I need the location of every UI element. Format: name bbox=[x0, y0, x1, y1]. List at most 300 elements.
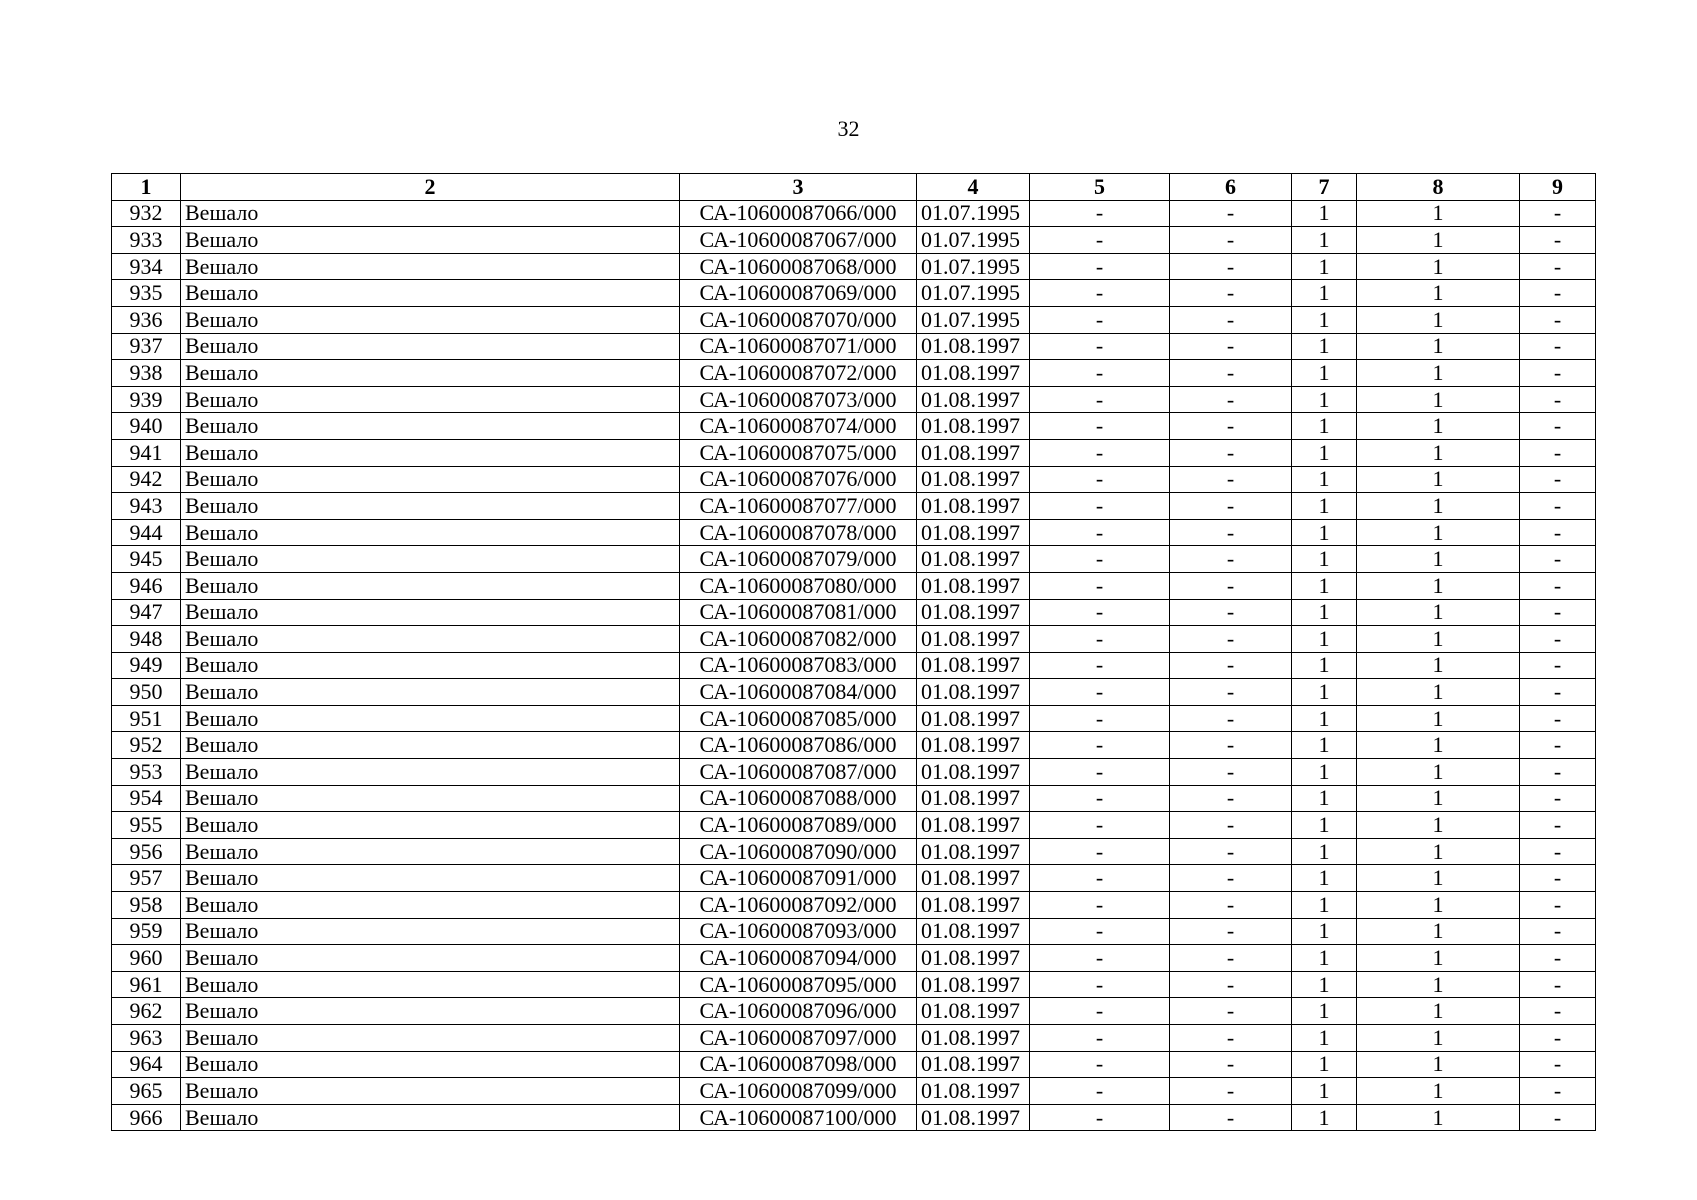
column-7-cell: 1 bbox=[1292, 865, 1357, 892]
row-number-cell: 961 bbox=[112, 971, 181, 998]
item-name-cell: Вешало bbox=[181, 306, 680, 333]
column-6-cell: - bbox=[1170, 1025, 1292, 1052]
column-5-cell: - bbox=[1030, 918, 1170, 945]
column-7-cell: 1 bbox=[1292, 280, 1357, 307]
column-9-cell: - bbox=[1520, 466, 1596, 493]
row-number-cell: 943 bbox=[112, 493, 181, 520]
row-number-cell: 932 bbox=[112, 200, 181, 227]
date-cell: 01.07.1995 bbox=[917, 227, 1030, 254]
table-row bbox=[112, 253, 1596, 280]
inventory-code-cell: СА-10600087080/000 bbox=[680, 572, 917, 599]
column-7-cell: 1 bbox=[1292, 546, 1357, 573]
table-row bbox=[112, 413, 1596, 440]
item-name-cell: Вешало bbox=[181, 705, 680, 732]
column-header-3: 3 bbox=[680, 174, 917, 201]
inventory-code-cell: СА-10600087093/000 bbox=[680, 918, 917, 945]
column-5-cell: - bbox=[1030, 546, 1170, 573]
column-5-cell: - bbox=[1030, 679, 1170, 706]
table-row bbox=[112, 200, 1596, 227]
item-name-cell: Вешало bbox=[181, 626, 680, 653]
column-6-cell: - bbox=[1170, 306, 1292, 333]
column-7-cell: 1 bbox=[1292, 918, 1357, 945]
column-8-cell: 1 bbox=[1357, 732, 1520, 759]
column-8-cell: 1 bbox=[1357, 439, 1520, 466]
row-number-cell: 941 bbox=[112, 439, 181, 466]
column-7-cell: 1 bbox=[1292, 1051, 1357, 1078]
column-5-cell: - bbox=[1030, 360, 1170, 387]
column-8-cell: 1 bbox=[1357, 253, 1520, 280]
column-9-cell: - bbox=[1520, 493, 1596, 520]
column-5-cell: - bbox=[1030, 386, 1170, 413]
column-5-cell: - bbox=[1030, 306, 1170, 333]
column-6-cell: - bbox=[1170, 386, 1292, 413]
column-8-cell: 1 bbox=[1357, 812, 1520, 839]
column-7-cell: 1 bbox=[1292, 759, 1357, 786]
column-6-cell: - bbox=[1170, 998, 1292, 1025]
item-name-cell: Вешало bbox=[181, 865, 680, 892]
table-row bbox=[112, 998, 1596, 1025]
column-7-cell: 1 bbox=[1292, 785, 1357, 812]
column-7-cell: 1 bbox=[1292, 892, 1357, 919]
column-5-cell: - bbox=[1030, 439, 1170, 466]
inventory-code-cell: СА-10600087066/000 bbox=[680, 200, 917, 227]
column-8-cell: 1 bbox=[1357, 333, 1520, 360]
header-row bbox=[112, 174, 1596, 201]
row-number-cell: 953 bbox=[112, 759, 181, 786]
column-5-cell: - bbox=[1030, 998, 1170, 1025]
table-header bbox=[112, 174, 1596, 201]
column-8-cell: 1 bbox=[1357, 493, 1520, 520]
column-5-cell: - bbox=[1030, 732, 1170, 759]
row-number-cell: 958 bbox=[112, 892, 181, 919]
column-5-cell: - bbox=[1030, 253, 1170, 280]
row-number-cell: 933 bbox=[112, 227, 181, 254]
column-8-cell: 1 bbox=[1357, 679, 1520, 706]
column-6-cell: - bbox=[1170, 626, 1292, 653]
item-name-cell: Вешало bbox=[181, 679, 680, 706]
column-8-cell: 1 bbox=[1357, 918, 1520, 945]
column-7-cell: 1 bbox=[1292, 386, 1357, 413]
inventory-code-cell: СА-10600087067/000 bbox=[680, 227, 917, 254]
column-9-cell: - bbox=[1520, 200, 1596, 227]
inventory-code-cell: СА-10600087100/000 bbox=[680, 1104, 917, 1131]
date-cell: 01.08.1997 bbox=[917, 1078, 1030, 1105]
date-cell: 01.08.1997 bbox=[917, 493, 1030, 520]
item-name-cell: Вешало bbox=[181, 439, 680, 466]
item-name-cell: Вешало bbox=[181, 546, 680, 573]
column-8-cell: 1 bbox=[1357, 1025, 1520, 1052]
item-name-cell: Вешало bbox=[181, 918, 680, 945]
item-name-cell: Вешало bbox=[181, 1025, 680, 1052]
column-9-cell: - bbox=[1520, 227, 1596, 254]
column-8-cell: 1 bbox=[1357, 546, 1520, 573]
row-number-cell: 954 bbox=[112, 785, 181, 812]
table-row bbox=[112, 1078, 1596, 1105]
column-5-cell: - bbox=[1030, 759, 1170, 786]
item-name-cell: Вешало bbox=[181, 971, 680, 998]
column-9-cell: - bbox=[1520, 1051, 1596, 1078]
column-8-cell: 1 bbox=[1357, 519, 1520, 546]
column-9-cell: - bbox=[1520, 599, 1596, 626]
table-row bbox=[112, 971, 1596, 998]
column-7-cell: 1 bbox=[1292, 599, 1357, 626]
column-7-cell: 1 bbox=[1292, 227, 1357, 254]
row-number-cell: 939 bbox=[112, 386, 181, 413]
column-6-cell: - bbox=[1170, 838, 1292, 865]
inventory-code-cell: СА-10600087094/000 bbox=[680, 945, 917, 972]
column-8-cell: 1 bbox=[1357, 705, 1520, 732]
column-7-cell: 1 bbox=[1292, 200, 1357, 227]
column-9-cell: - bbox=[1520, 652, 1596, 679]
column-9-cell: - bbox=[1520, 1025, 1596, 1052]
column-5-cell: - bbox=[1030, 865, 1170, 892]
inventory-code-cell: СА-10600087068/000 bbox=[680, 253, 917, 280]
column-9-cell: - bbox=[1520, 998, 1596, 1025]
date-cell: 01.08.1997 bbox=[917, 732, 1030, 759]
column-9-cell: - bbox=[1520, 386, 1596, 413]
column-6-cell: - bbox=[1170, 493, 1292, 520]
table-row bbox=[112, 759, 1596, 786]
row-number-cell: 936 bbox=[112, 306, 181, 333]
date-cell: 01.08.1997 bbox=[917, 360, 1030, 387]
column-8-cell: 1 bbox=[1357, 200, 1520, 227]
inventory-code-cell: СА-10600087097/000 bbox=[680, 1025, 917, 1052]
column-6-cell: - bbox=[1170, 971, 1292, 998]
date-cell: 01.08.1997 bbox=[917, 1025, 1030, 1052]
column-7-cell: 1 bbox=[1292, 626, 1357, 653]
inventory-code-cell: СА-10600087071/000 bbox=[680, 333, 917, 360]
table-row bbox=[112, 1051, 1596, 1078]
column-6-cell: - bbox=[1170, 785, 1292, 812]
item-name-cell: Вешало bbox=[181, 812, 680, 839]
date-cell: 01.07.1995 bbox=[917, 253, 1030, 280]
column-header-1: 1 bbox=[112, 174, 181, 201]
inventory-code-cell: СА-10600087084/000 bbox=[680, 679, 917, 706]
inventory-code-cell: СА-10600087078/000 bbox=[680, 519, 917, 546]
inventory-code-cell: СА-10600087096/000 bbox=[680, 998, 917, 1025]
item-name-cell: Вешало bbox=[181, 785, 680, 812]
inventory-code-cell: СА-10600087091/000 bbox=[680, 865, 917, 892]
column-8-cell: 1 bbox=[1357, 652, 1520, 679]
column-6-cell: - bbox=[1170, 759, 1292, 786]
date-cell: 01.07.1995 bbox=[917, 200, 1030, 227]
column-8-cell: 1 bbox=[1357, 280, 1520, 307]
column-7-cell: 1 bbox=[1292, 360, 1357, 387]
item-name-cell: Вешало bbox=[181, 360, 680, 387]
table-row bbox=[112, 679, 1596, 706]
item-name-cell: Вешало bbox=[181, 333, 680, 360]
column-6-cell: - bbox=[1170, 572, 1292, 599]
row-number-cell: 966 bbox=[112, 1104, 181, 1131]
column-8-cell: 1 bbox=[1357, 1104, 1520, 1131]
column-8-cell: 1 bbox=[1357, 785, 1520, 812]
item-name-cell: Вешало bbox=[181, 652, 680, 679]
inventory-code-cell: СА-10600087090/000 bbox=[680, 838, 917, 865]
item-name-cell: Вешало bbox=[181, 1078, 680, 1105]
column-5-cell: - bbox=[1030, 599, 1170, 626]
item-name-cell: Вешало bbox=[181, 519, 680, 546]
column-9-cell: - bbox=[1520, 1104, 1596, 1131]
table-row bbox=[112, 572, 1596, 599]
column-7-cell: 1 bbox=[1292, 971, 1357, 998]
column-7-cell: 1 bbox=[1292, 306, 1357, 333]
column-6-cell: - bbox=[1170, 679, 1292, 706]
column-7-cell: 1 bbox=[1292, 652, 1357, 679]
column-6-cell: - bbox=[1170, 200, 1292, 227]
column-6-cell: - bbox=[1170, 892, 1292, 919]
date-cell: 01.08.1997 bbox=[917, 865, 1030, 892]
inventory-code-cell: СА-10600087081/000 bbox=[680, 599, 917, 626]
date-cell: 01.08.1997 bbox=[917, 413, 1030, 440]
column-7-cell: 1 bbox=[1292, 493, 1357, 520]
column-7-cell: 1 bbox=[1292, 705, 1357, 732]
column-6-cell: - bbox=[1170, 413, 1292, 440]
column-5-cell: - bbox=[1030, 493, 1170, 520]
column-5-cell: - bbox=[1030, 626, 1170, 653]
date-cell: 01.08.1997 bbox=[917, 812, 1030, 839]
table-body bbox=[112, 200, 1596, 1131]
column-7-cell: 1 bbox=[1292, 253, 1357, 280]
row-number-cell: 951 bbox=[112, 705, 181, 732]
row-number-cell: 949 bbox=[112, 652, 181, 679]
column-9-cell: - bbox=[1520, 333, 1596, 360]
row-number-cell: 957 bbox=[112, 865, 181, 892]
inventory-code-cell: СА-10600087077/000 bbox=[680, 493, 917, 520]
column-6-cell: - bbox=[1170, 253, 1292, 280]
date-cell: 01.08.1997 bbox=[917, 1104, 1030, 1131]
column-6-cell: - bbox=[1170, 227, 1292, 254]
column-5-cell: - bbox=[1030, 1025, 1170, 1052]
column-9-cell: - bbox=[1520, 572, 1596, 599]
item-name-cell: Вешало bbox=[181, 280, 680, 307]
column-6-cell: - bbox=[1170, 812, 1292, 839]
inventory-code-cell: СА-10600087074/000 bbox=[680, 413, 917, 440]
inventory-code-cell: СА-10600087089/000 bbox=[680, 812, 917, 839]
date-cell: 01.08.1997 bbox=[917, 572, 1030, 599]
column-header-8: 8 bbox=[1357, 174, 1520, 201]
inventory-code-cell: СА-10600087092/000 bbox=[680, 892, 917, 919]
column-6-cell: - bbox=[1170, 360, 1292, 387]
date-cell: 01.08.1997 bbox=[917, 918, 1030, 945]
row-number-cell: 955 bbox=[112, 812, 181, 839]
column-8-cell: 1 bbox=[1357, 413, 1520, 440]
column-6-cell: - bbox=[1170, 732, 1292, 759]
date-cell: 01.08.1997 bbox=[917, 519, 1030, 546]
column-6-cell: - bbox=[1170, 918, 1292, 945]
column-9-cell: - bbox=[1520, 838, 1596, 865]
column-header-7: 7 bbox=[1292, 174, 1357, 201]
date-cell: 01.08.1997 bbox=[917, 838, 1030, 865]
column-5-cell: - bbox=[1030, 466, 1170, 493]
column-8-cell: 1 bbox=[1357, 998, 1520, 1025]
column-9-cell: - bbox=[1520, 306, 1596, 333]
column-8-cell: 1 bbox=[1357, 306, 1520, 333]
column-header-2: 2 bbox=[181, 174, 680, 201]
column-7-cell: 1 bbox=[1292, 333, 1357, 360]
row-number-cell: 946 bbox=[112, 572, 181, 599]
column-8-cell: 1 bbox=[1357, 599, 1520, 626]
date-cell: 01.08.1997 bbox=[917, 785, 1030, 812]
row-number-cell: 962 bbox=[112, 998, 181, 1025]
table-row bbox=[112, 599, 1596, 626]
item-name-cell: Вешало bbox=[181, 759, 680, 786]
inventory-code-cell: СА-10600087073/000 bbox=[680, 386, 917, 413]
column-6-cell: - bbox=[1170, 865, 1292, 892]
column-8-cell: 1 bbox=[1357, 572, 1520, 599]
column-6-cell: - bbox=[1170, 1104, 1292, 1131]
row-number-cell: 964 bbox=[112, 1051, 181, 1078]
item-name-cell: Вешало bbox=[181, 838, 680, 865]
column-5-cell: - bbox=[1030, 892, 1170, 919]
row-number-cell: 945 bbox=[112, 546, 181, 573]
column-6-cell: - bbox=[1170, 466, 1292, 493]
table-row bbox=[112, 1025, 1596, 1052]
inventory-code-cell: СА-10600087072/000 bbox=[680, 360, 917, 387]
column-6-cell: - bbox=[1170, 280, 1292, 307]
table-row bbox=[112, 918, 1596, 945]
column-7-cell: 1 bbox=[1292, 1104, 1357, 1131]
item-name-cell: Вешало bbox=[181, 945, 680, 972]
column-5-cell: - bbox=[1030, 519, 1170, 546]
item-name-cell: Вешало bbox=[181, 1051, 680, 1078]
date-cell: 01.07.1995 bbox=[917, 306, 1030, 333]
table-row bbox=[112, 439, 1596, 466]
inventory-code-cell: СА-10600087099/000 bbox=[680, 1078, 917, 1105]
column-5-cell: - bbox=[1030, 945, 1170, 972]
table-row bbox=[112, 785, 1596, 812]
item-name-cell: Вешало bbox=[181, 200, 680, 227]
row-number-cell: 963 bbox=[112, 1025, 181, 1052]
column-7-cell: 1 bbox=[1292, 1025, 1357, 1052]
item-name-cell: Вешало bbox=[181, 998, 680, 1025]
row-number-cell: 938 bbox=[112, 360, 181, 387]
column-5-cell: - bbox=[1030, 200, 1170, 227]
column-7-cell: 1 bbox=[1292, 466, 1357, 493]
item-name-cell: Вешало bbox=[181, 227, 680, 254]
column-5-cell: - bbox=[1030, 705, 1170, 732]
inventory-code-cell: СА-10600087098/000 bbox=[680, 1051, 917, 1078]
column-5-cell: - bbox=[1030, 413, 1170, 440]
column-9-cell: - bbox=[1520, 360, 1596, 387]
column-8-cell: 1 bbox=[1357, 227, 1520, 254]
row-number-cell: 947 bbox=[112, 599, 181, 626]
row-number-cell: 937 bbox=[112, 333, 181, 360]
row-number-cell: 959 bbox=[112, 918, 181, 945]
date-cell: 01.08.1997 bbox=[917, 599, 1030, 626]
column-9-cell: - bbox=[1520, 546, 1596, 573]
inventory-code-cell: СА-10600087085/000 bbox=[680, 705, 917, 732]
column-7-cell: 1 bbox=[1292, 679, 1357, 706]
column-7-cell: 1 bbox=[1292, 812, 1357, 839]
column-7-cell: 1 bbox=[1292, 1078, 1357, 1105]
column-8-cell: 1 bbox=[1357, 838, 1520, 865]
column-header-5: 5 bbox=[1030, 174, 1170, 201]
row-number-cell: 935 bbox=[112, 280, 181, 307]
inventory-code-cell: СА-10600087087/000 bbox=[680, 759, 917, 786]
table-row bbox=[112, 1104, 1596, 1131]
column-8-cell: 1 bbox=[1357, 466, 1520, 493]
table-row bbox=[112, 892, 1596, 919]
item-name-cell: Вешало bbox=[181, 572, 680, 599]
column-9-cell: - bbox=[1520, 626, 1596, 653]
column-5-cell: - bbox=[1030, 280, 1170, 307]
table-row bbox=[112, 865, 1596, 892]
column-6-cell: - bbox=[1170, 945, 1292, 972]
inventory-code-cell: СА-10600087088/000 bbox=[680, 785, 917, 812]
date-cell: 01.08.1997 bbox=[917, 971, 1030, 998]
item-name-cell: Вешало bbox=[181, 253, 680, 280]
row-number-cell: 965 bbox=[112, 1078, 181, 1105]
table-row bbox=[112, 838, 1596, 865]
row-number-cell: 942 bbox=[112, 466, 181, 493]
column-6-cell: - bbox=[1170, 1078, 1292, 1105]
table-row bbox=[112, 546, 1596, 573]
date-cell: 01.08.1997 bbox=[917, 1051, 1030, 1078]
column-9-cell: - bbox=[1520, 679, 1596, 706]
item-name-cell: Вешало bbox=[181, 1104, 680, 1131]
column-8-cell: 1 bbox=[1357, 386, 1520, 413]
column-header-9: 9 bbox=[1520, 174, 1596, 201]
date-cell: 01.08.1997 bbox=[917, 998, 1030, 1025]
column-8-cell: 1 bbox=[1357, 892, 1520, 919]
column-6-cell: - bbox=[1170, 439, 1292, 466]
column-5-cell: - bbox=[1030, 227, 1170, 254]
column-header-6: 6 bbox=[1170, 174, 1292, 201]
column-8-cell: 1 bbox=[1357, 1051, 1520, 1078]
date-cell: 01.08.1997 bbox=[917, 892, 1030, 919]
date-cell: 01.08.1997 bbox=[917, 652, 1030, 679]
column-5-cell: - bbox=[1030, 333, 1170, 360]
column-6-cell: - bbox=[1170, 705, 1292, 732]
column-7-cell: 1 bbox=[1292, 945, 1357, 972]
inventory-code-cell: СА-10600087076/000 bbox=[680, 466, 917, 493]
table-row bbox=[112, 227, 1596, 254]
date-cell: 01.08.1997 bbox=[917, 386, 1030, 413]
page-number: 32 bbox=[837, 116, 860, 141]
table-row bbox=[112, 466, 1596, 493]
inventory-code-cell: СА-10600087095/000 bbox=[680, 971, 917, 998]
column-9-cell: - bbox=[1520, 705, 1596, 732]
table-row bbox=[112, 812, 1596, 839]
column-9-cell: - bbox=[1520, 812, 1596, 839]
column-7-cell: 1 bbox=[1292, 572, 1357, 599]
column-5-cell: - bbox=[1030, 785, 1170, 812]
table-row bbox=[112, 306, 1596, 333]
row-number-cell: 950 bbox=[112, 679, 181, 706]
column-5-cell: - bbox=[1030, 838, 1170, 865]
column-7-cell: 1 bbox=[1292, 413, 1357, 440]
column-8-cell: 1 bbox=[1357, 1078, 1520, 1105]
column-9-cell: - bbox=[1520, 413, 1596, 440]
column-6-cell: - bbox=[1170, 519, 1292, 546]
column-5-cell: - bbox=[1030, 812, 1170, 839]
table-row bbox=[112, 626, 1596, 653]
date-cell: 01.07.1995 bbox=[917, 280, 1030, 307]
column-9-cell: - bbox=[1520, 732, 1596, 759]
column-9-cell: - bbox=[1520, 918, 1596, 945]
date-cell: 01.08.1997 bbox=[917, 626, 1030, 653]
table-row bbox=[112, 386, 1596, 413]
column-7-cell: 1 bbox=[1292, 439, 1357, 466]
column-6-cell: - bbox=[1170, 599, 1292, 626]
table-row bbox=[112, 705, 1596, 732]
row-number-cell: 952 bbox=[112, 732, 181, 759]
column-5-cell: - bbox=[1030, 652, 1170, 679]
item-name-cell: Вешало bbox=[181, 493, 680, 520]
date-cell: 01.08.1997 bbox=[917, 759, 1030, 786]
column-8-cell: 1 bbox=[1357, 945, 1520, 972]
column-9-cell: - bbox=[1520, 865, 1596, 892]
